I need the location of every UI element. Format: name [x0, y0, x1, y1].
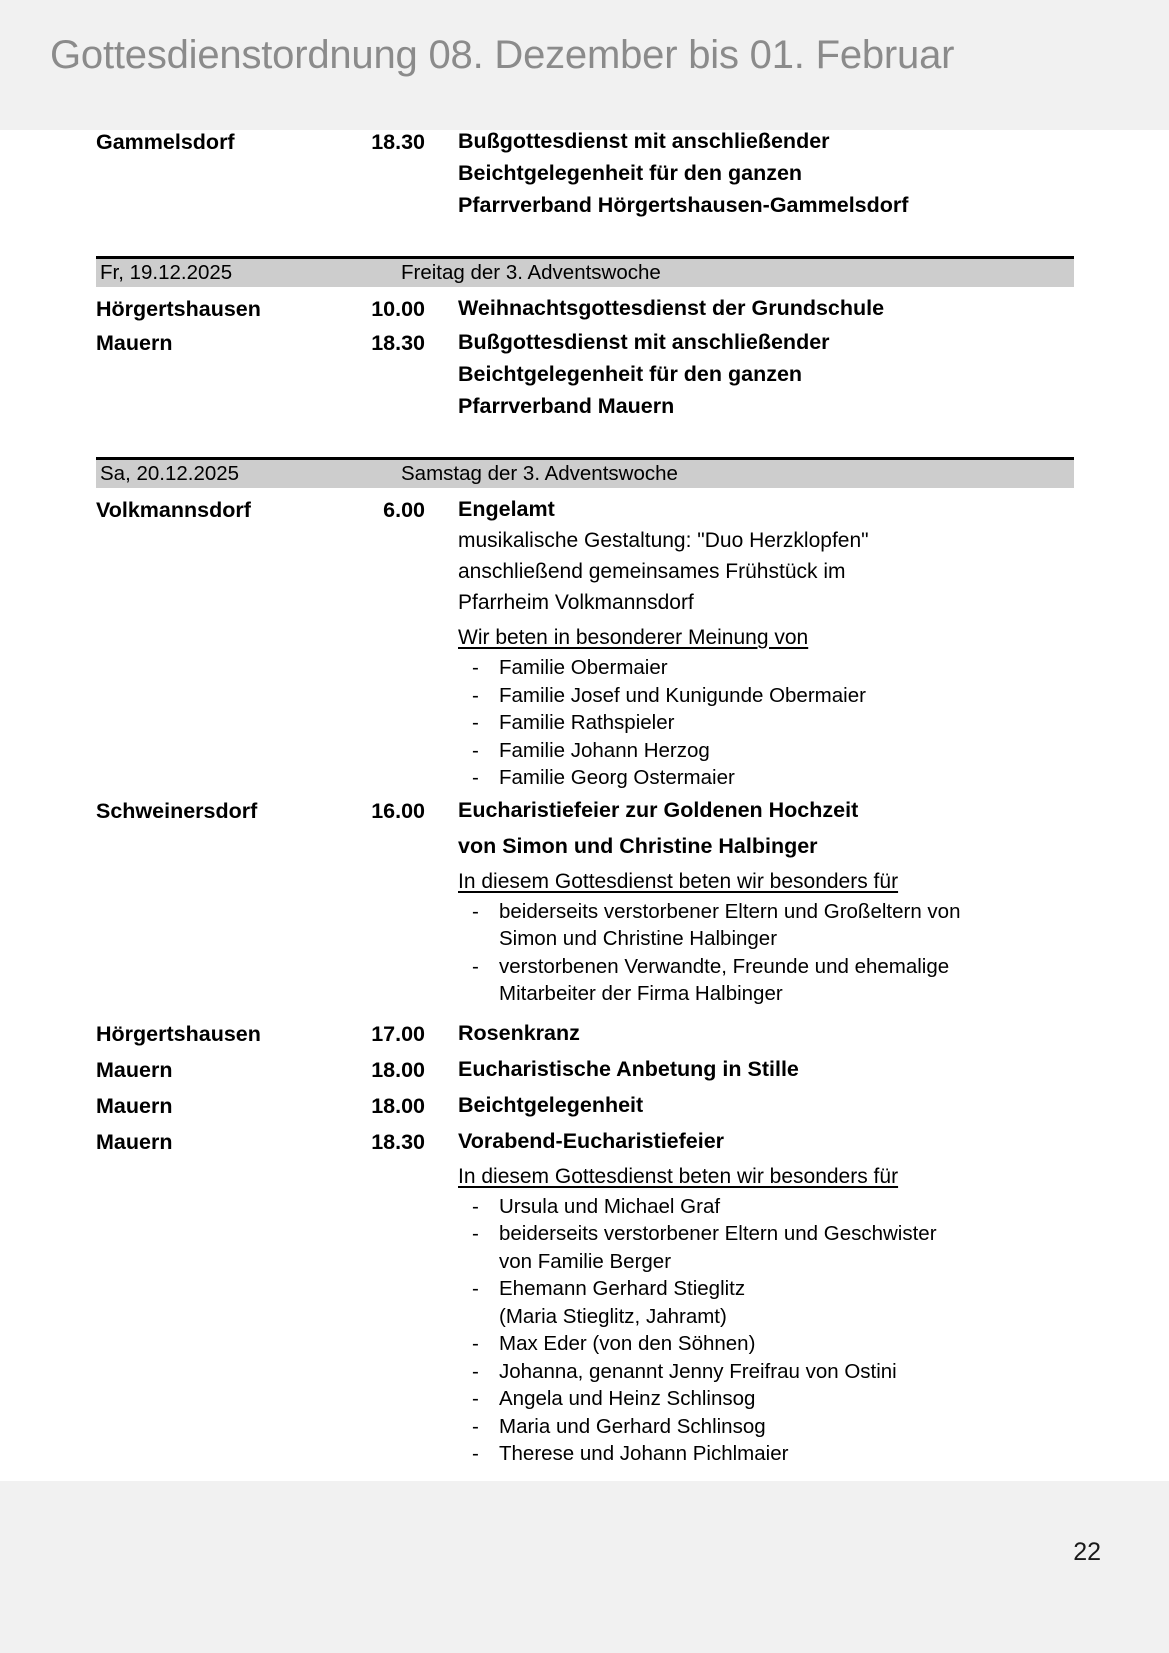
- intention-item: [472, 737, 1074, 765]
- dash-bullet-icon: -: [472, 899, 479, 923]
- spacer: [96, 1008, 1074, 1017]
- intention-text: Ehemann Gerhard Stieglitz: [499, 1277, 746, 1300]
- service-place: Hörgertshausen: [96, 1021, 261, 1046]
- service-time: 18.30: [371, 130, 425, 154]
- service-title-line: Beichtgelegenheit für den ganzen: [458, 362, 803, 386]
- page-number: 22: [1073, 1538, 1101, 1566]
- intention-item: [472, 898, 1074, 953]
- service-title-line: von Simon und Christine Halbinger: [458, 833, 818, 858]
- dash-bullet-icon: -: [472, 1359, 479, 1383]
- intention-item: [472, 1330, 1074, 1358]
- intention-text: verstorbenen Verwandte, Freunde und ehemalige: [499, 954, 950, 978]
- spacer: [96, 422, 1074, 457]
- day-date: Fr, 19.12.2025: [100, 261, 233, 284]
- service-time: 18.30: [371, 1129, 425, 1154]
- service-note-line: musikalische Gestaltung: "Duo Herzklopfen": [458, 529, 869, 552]
- service-description: [425, 493, 1074, 792]
- service-title-line: Weihnachtsgottesdienst der Grundschule: [458, 296, 885, 320]
- day-liturgical-name: Samstag der 3. Adventswoche: [401, 462, 678, 485]
- dash-bullet-icon: -: [472, 1277, 479, 1300]
- intention-list: [458, 1193, 1074, 1468]
- intention-item: [472, 1413, 1074, 1441]
- intention-heading-wrap: [458, 1160, 1074, 1193]
- page-header: [0, 0, 1169, 130]
- service-time: 18.00: [371, 1093, 425, 1118]
- service-place: Mauern: [96, 1129, 173, 1154]
- dash-bullet-icon: -: [472, 738, 479, 762]
- intention-item: [472, 764, 1074, 792]
- intention-heading-wrap: [458, 865, 1074, 898]
- dash-bullet-icon: -: [472, 656, 479, 679]
- service-time: 17.00: [371, 1021, 425, 1046]
- intention-text-cont: von Familie Berger: [499, 1249, 672, 1273]
- service-title-line: Bußgottesdienst mit anschließender: [458, 129, 830, 153]
- service-description: [425, 1089, 1074, 1121]
- service-description: [425, 794, 1074, 1008]
- service-title-line: Pfarrverband Hörgertshausen-Gammelsdorf: [458, 193, 909, 217]
- service-time: 18.30: [371, 331, 425, 355]
- dash-bullet-icon: -: [472, 1414, 479, 1438]
- intention-list: [458, 654, 1074, 792]
- dash-bullet-icon: -: [472, 683, 479, 707]
- intention-text: Maria und Gerhard Schlinsog: [499, 1414, 766, 1438]
- service-description: [425, 125, 1074, 221]
- intention-item: [472, 953, 1074, 1008]
- dash-bullet-icon: -: [472, 1387, 479, 1410]
- intention-list: [458, 898, 1074, 1008]
- page-footer: [0, 1481, 1169, 1653]
- service-place: Mauern: [96, 1057, 173, 1082]
- service-row: [96, 1089, 1074, 1123]
- service-time: 10.00: [371, 297, 425, 321]
- intention-text: Johanna, genannt Jenny Freifrau von Ostini: [499, 1359, 897, 1383]
- page-title: Gottesdienstordnung 08. Dezember bis 01. Februar: [50, 33, 955, 77]
- service-title-line: Eucharistiefeier zur Goldenen Hochzeit: [458, 797, 859, 822]
- service-place: Hörgertshausen: [96, 297, 261, 321]
- intention-text: Familie Obermaier: [499, 656, 668, 679]
- intention-item: [472, 1358, 1074, 1386]
- intention-item: [472, 1385, 1074, 1413]
- intention-text: beiderseits verstorbener Eltern und Geschwister: [499, 1222, 937, 1245]
- service-place: Volkmannsdorf: [96, 498, 251, 522]
- intention-item: [472, 1440, 1074, 1468]
- service-title-line: Rosenkranz: [458, 1020, 580, 1045]
- service-schedule: [96, 125, 1074, 1468]
- service-note-line: Pfarrheim Volkmannsdorf: [458, 591, 694, 614]
- service-title-line: Eucharistische Anbetung in Stille: [458, 1056, 799, 1081]
- intention-item: [472, 1275, 1074, 1330]
- intention-text: Therese und Johann Pichlmaier: [499, 1442, 789, 1465]
- service-row: [96, 1017, 1074, 1051]
- service-place: Mauern: [96, 1093, 173, 1118]
- intention-item: [472, 1193, 1074, 1221]
- service-description: [425, 292, 1074, 324]
- service-place: Gammelsdorf: [96, 130, 235, 154]
- service-row: [96, 125, 1074, 221]
- intention-text: Angela und Heinz Schlinsog: [499, 1387, 756, 1410]
- service-description: [425, 1017, 1074, 1049]
- intention-text: Familie Johann Herzog: [499, 738, 710, 762]
- service-title-line: Vorabend-Eucharistiefeier: [458, 1128, 725, 1153]
- service-time: 16.00: [371, 798, 425, 823]
- service-place: Schweinersdorf: [96, 798, 258, 823]
- intention-text-cont: (Maria Stieglitz, Jahramt): [499, 1304, 727, 1328]
- intention-text-cont: Simon und Christine Halbinger: [499, 927, 778, 950]
- dash-bullet-icon: -: [472, 1194, 479, 1218]
- intention-text: beiderseits verstorbener Eltern und Großeltern von: [499, 899, 961, 923]
- day-header-bar: [96, 457, 1074, 488]
- dash-bullet-icon: -: [472, 1222, 479, 1245]
- service-row: [96, 794, 1074, 1008]
- intention-text-cont: Mitarbeiter der Firma Halbinger: [499, 982, 783, 1005]
- service-description: [425, 326, 1074, 422]
- service-row: [96, 493, 1074, 792]
- dash-bullet-icon: -: [472, 1442, 479, 1465]
- service-time: 6.00: [383, 498, 425, 522]
- day-date: Sa, 20.12.2025: [100, 462, 240, 485]
- service-title-line: Beichtgelegenheit: [458, 1092, 644, 1117]
- intention-text: Familie Georg Ostermaier: [499, 766, 735, 789]
- dash-bullet-icon: -: [472, 766, 479, 789]
- service-place: Mauern: [96, 331, 173, 355]
- intention-text: Ursula und Michael Graf: [499, 1194, 721, 1218]
- intention-text: Familie Rathspieler: [499, 711, 675, 734]
- service-title-line: Bußgottesdienst mit anschließender: [458, 330, 830, 354]
- intention-item: [472, 654, 1074, 682]
- service-row: [96, 326, 1074, 422]
- intention-item: [472, 709, 1074, 737]
- intention-item: [472, 682, 1074, 710]
- service-row: [96, 1053, 1074, 1087]
- service-row: [96, 1125, 1074, 1468]
- intention-text: Max Eder (von den Söhnen): [499, 1332, 756, 1355]
- dash-bullet-icon: -: [472, 711, 479, 734]
- intention-heading: In diesem Gottesdienst beten wir besonders für: [458, 869, 899, 893]
- day-liturgical-name: Freitag der 3. Adventswoche: [401, 261, 661, 284]
- service-title-line: Pfarrverband Mauern: [458, 394, 675, 418]
- dash-bullet-icon: -: [472, 1332, 479, 1355]
- spacer: [96, 221, 1074, 256]
- service-title-line: Beichtgelegenheit für den ganzen: [458, 161, 803, 185]
- service-note-line: anschließend gemeinsames Frühstück im: [458, 560, 846, 583]
- service-row: [96, 292, 1074, 326]
- day-header-bar: [96, 256, 1074, 287]
- service-time: 18.00: [371, 1057, 425, 1082]
- intention-heading: Wir beten in besonderer Meinung von: [458, 626, 809, 649]
- service-description: [425, 1053, 1074, 1085]
- intention-heading-wrap: [458, 621, 1074, 654]
- intention-item: [472, 1220, 1074, 1275]
- intention-text: Familie Josef und Kunigunde Obermaier: [499, 683, 866, 707]
- service-title-line: Engelamt: [458, 497, 555, 521]
- service-description: [425, 1125, 1074, 1468]
- intention-heading: In diesem Gottesdienst beten wir besonders für: [458, 1164, 899, 1188]
- dash-bullet-icon: -: [472, 954, 479, 978]
